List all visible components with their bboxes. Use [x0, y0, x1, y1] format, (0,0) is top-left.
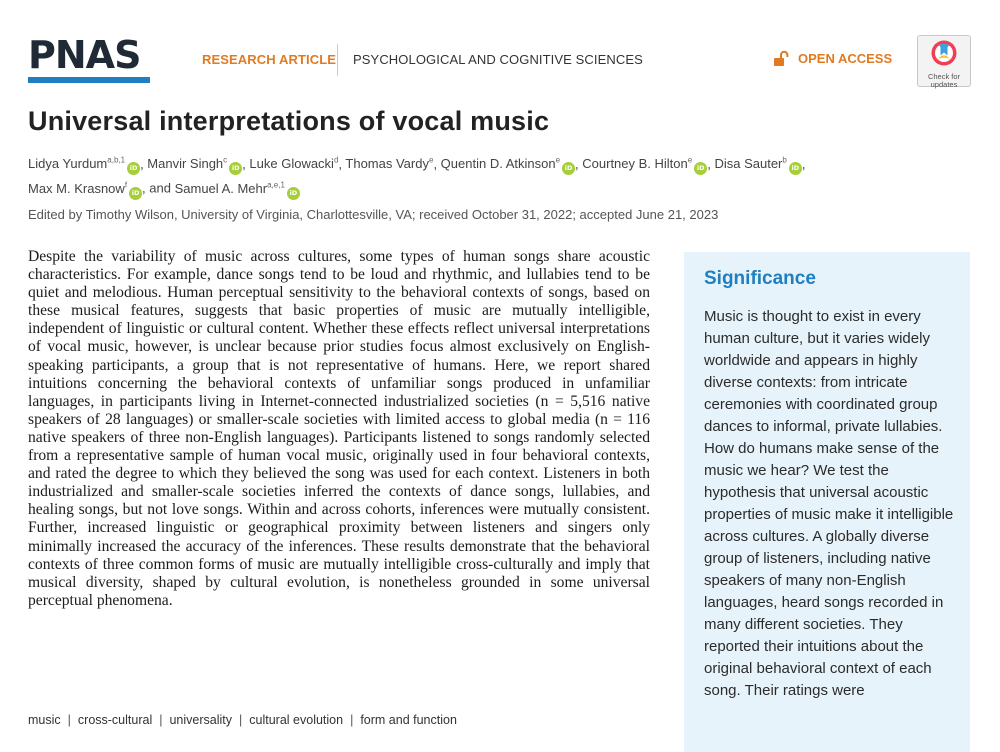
open-access-link[interactable] — [773, 50, 892, 67]
author-entry — [345, 156, 433, 171]
author-affiliation: b — [782, 156, 787, 165]
orcid-icon[interactable]: iD — [229, 162, 242, 175]
logo-underline — [28, 77, 150, 83]
author-name[interactable]: Disa Sauter — [714, 156, 783, 172]
keyword-separator: | — [67, 713, 71, 727]
orcid-icon[interactable]: iD — [694, 162, 707, 175]
significance-heading: Significance — [704, 268, 816, 289]
author-name[interactable]: Samuel A. Mehr — [174, 180, 268, 196]
author-entry — [147, 156, 242, 171]
author-affiliation: e — [555, 156, 561, 165]
author-list: Lidya Yurdum$^{a,b,1}$iD , Manvir Singh$^c$iD , Luke Glowacki$^d$, Thomas Vardy$^e$, Quentin D. Atkinson$^e$iD , Courtney B. Hilton$^e$iD , Disa Sauter$^b$iD , Max M. Krasnow$^f$iD , and Samuel A. Mehr$^{a,e,1}$iD — [28, 151, 878, 200]
orcid-icon[interactable]: iD — [789, 162, 802, 175]
abstract-text: Despite the variability of music across cultures, some types of human songs share acoustic characteristics. For example, dance songs tend to be loud and rhythmic, and lullabies tend to be quiet and melodious. Human perceptual sensitivity to the behavioral contexts of songs, based on these musical features, suggests that basic properties of music are mutually intelligible, independent of linguistic or cultural content. Whether these effects reflect universal interpretations of vocal music, however, is unclear because prior studies focus almost exclusively on English-speaking participants, a group that is not representative of humans. Here, we report shared intuitions concerning the behavioral contexts of unfamiliar songs produced in unfamiliar languages, in participants living in Internet-connected industrialized societies (n = 5,516 native speakers of 28 languages) or smaller-scale societies with limited access to global media (n = 116 native speakers of three non-English languages). Participants listened to songs randomly selected from a representative sample of human vocal music, originally used in four behavioral contexts, and rated the degree to which they believed the song was used for each context. Listeners in both industrialized and smaller-scale societies inferred the contexts of dance songs, lullabies, and healing songs, but not love songs. Within and across cohorts, inferences were mutually consistent. Further, increased linguistic or geographical proximity between listeners and singers only minimally increased the accuracy of the inferences. These results demonstrate that the behavioral contexts of three common forms of music are mutually intelligible cross-culturally and imply that musical diversity, shaped by cultural evolution, is nonetheless grounded in some universal perceptual phenomena. — [28, 248, 650, 609]
author-entry — [175, 181, 300, 196]
article-title: Universal interpretations of vocal music — [28, 106, 550, 136]
author-entry — [582, 156, 707, 171]
author-entry — [249, 156, 338, 171]
author-name[interactable]: Luke Glowacki — [249, 156, 334, 172]
orcid-icon[interactable]: iD — [129, 187, 142, 200]
keyword-separator: | — [350, 713, 354, 727]
keyword-link[interactable]: music — [28, 713, 61, 727]
author-name[interactable]: Max M. Krasnow — [28, 180, 125, 196]
check-for-updates-badge[interactable] — [917, 35, 971, 87]
check-for-updates-label: Check for updates — [927, 72, 961, 89]
orcid-icon[interactable]: iD — [562, 162, 575, 175]
crossmark-icon — [930, 39, 958, 67]
orcid-icon[interactable]: iD — [127, 162, 140, 175]
article-type-label[interactable]: RESEARCH ARTICLE — [202, 52, 337, 67]
open-access-label: OPEN ACCESS — [798, 51, 893, 66]
keyword-link[interactable]: cross-cultural — [77, 713, 153, 727]
author-name[interactable]: Manvir Singh — [147, 156, 224, 172]
author-affiliation: c — [223, 156, 228, 165]
pnas-logo[interactable] — [28, 33, 150, 83]
orcid-icon[interactable]: iD — [287, 187, 300, 200]
logo-wordmark: PNAS — [28, 33, 141, 77]
editor-and-dates: Edited by Timothy Wilson, University of Virginia, Charlottesville, VA; received October 31, 2022; accepted June 21, 2023 — [28, 207, 719, 222]
author-entry — [28, 156, 140, 171]
author-name[interactable]: Thomas Vardy — [345, 156, 429, 172]
author-entry — [28, 181, 142, 196]
author-affiliation: f — [124, 180, 128, 190]
author-affiliation: e — [687, 156, 693, 165]
open-padlock-icon — [773, 50, 790, 67]
section-label[interactable]: PSYCHOLOGICAL AND COGNITIVE SCIENCES — [353, 52, 643, 67]
keyword-link[interactable]: cultural evolution — [249, 713, 344, 727]
author-name[interactable]: Courtney B. Hilton — [582, 156, 688, 172]
author-affiliation: d — [333, 156, 339, 165]
author-affiliation: e — [428, 156, 434, 165]
author-name[interactable]: Quentin D. Atkinson — [440, 156, 556, 172]
keyword-separator: | — [239, 713, 243, 727]
author-entry — [714, 156, 801, 171]
significance-text: Music is thought to exist in every human culture, but it varies widely worldwide and appears in highly diverse contexts: from intricate ceremonies with coordinated group dances to informal, private lullabies. How do humans make sense of the music we hear? We test the hypothesis that universal acoustic properties of music make it intelligible across cultures. A globally diverse group of listeners, including native speakers of many non-English languages, heard songs recorded in many different societies. They reported their intuitions about the original behavioral context of each song. Their ratings were — [704, 308, 954, 699]
header-divider — [337, 44, 338, 76]
author-entry — [441, 156, 575, 171]
author-affiliation: a,e,1 — [267, 180, 285, 190]
author-affiliation: a,b,1 — [107, 156, 126, 165]
author-name[interactable]: Lidya Yurdum — [28, 156, 108, 172]
keyword-link[interactable]: form and function — [360, 713, 457, 727]
keyword-list — [28, 713, 457, 727]
keyword-separator: | — [159, 713, 163, 727]
keyword-link[interactable]: universality — [169, 713, 233, 727]
